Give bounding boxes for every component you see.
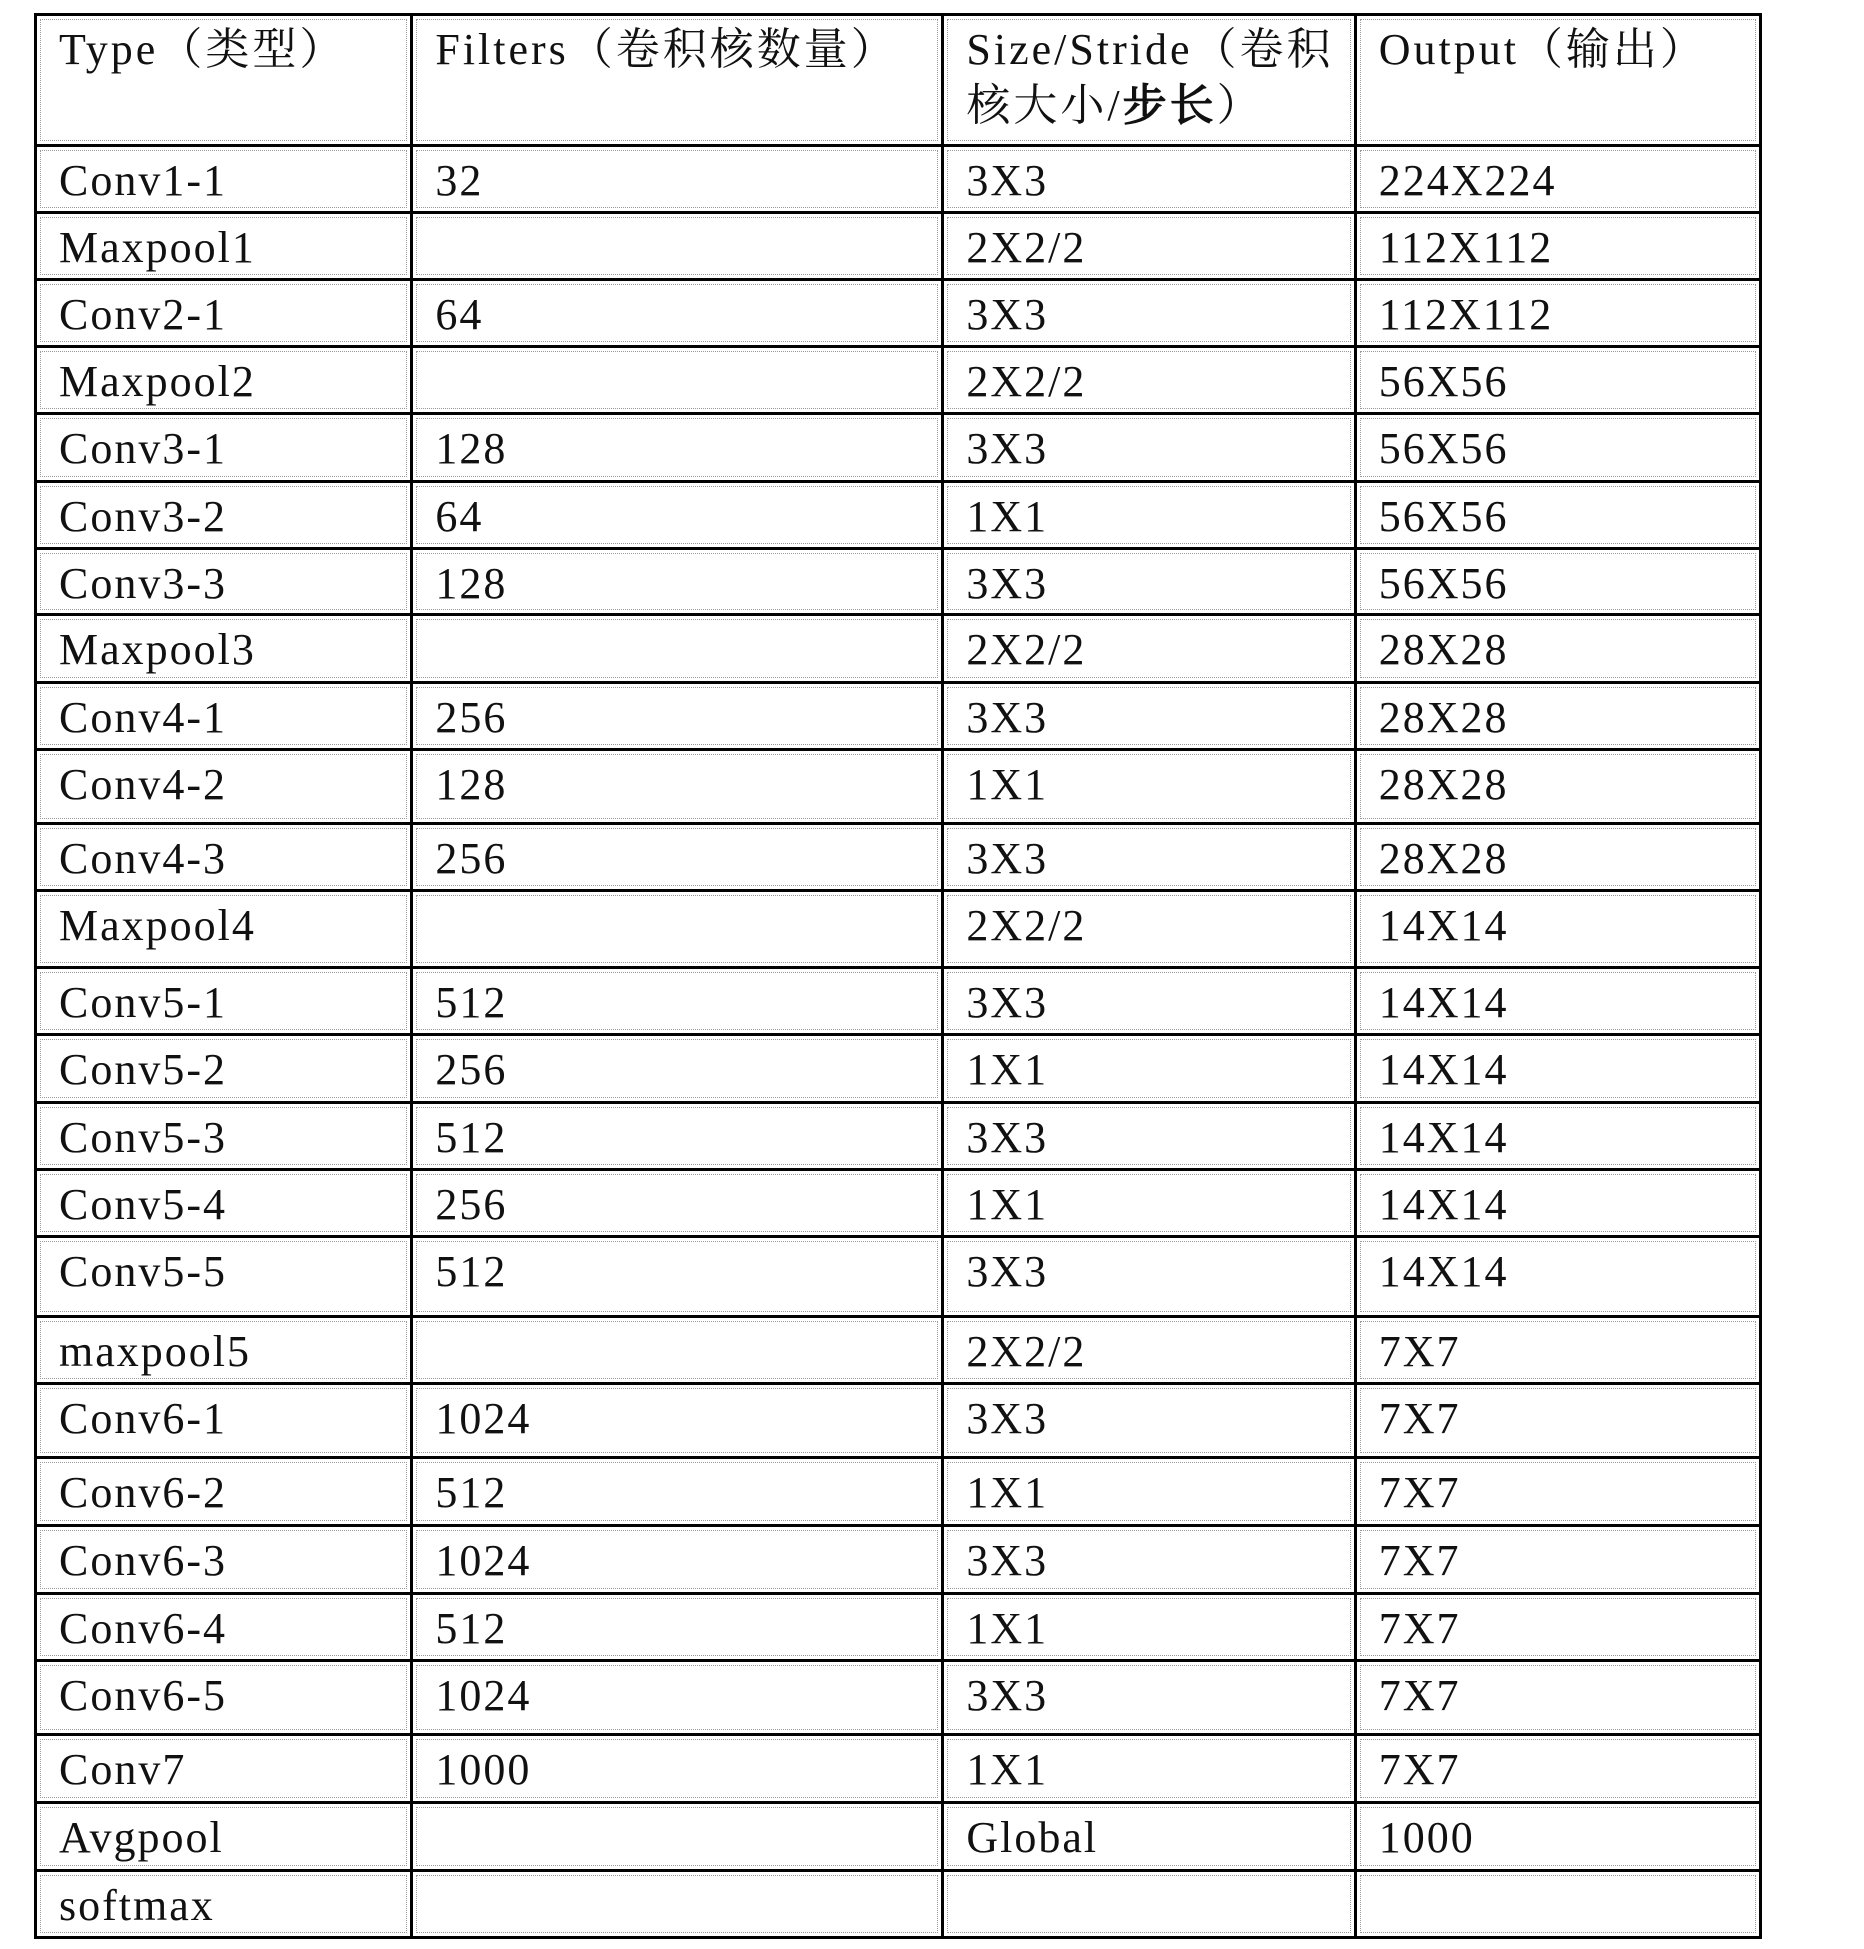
cell-filters (413, 1872, 944, 1936)
output-size: 56X56 (1378, 424, 1509, 473)
layer-type: Conv4-3 (59, 834, 227, 883)
cell-type (37, 1662, 413, 1733)
cell-filters (413, 1662, 944, 1733)
output-size: 7X7 (1378, 1671, 1461, 1720)
cell-size-stride (944, 751, 1356, 822)
cell-type (37, 281, 413, 345)
table-row (37, 1238, 1762, 1318)
cell-type (37, 1804, 413, 1869)
cell-output (1357, 348, 1762, 412)
filter-count: 1024 (435, 1394, 532, 1443)
cell-size-stride (944, 348, 1356, 412)
cell-type (37, 1036, 413, 1101)
table-row (37, 1459, 1762, 1527)
cell-size-stride (944, 281, 1356, 345)
output-size: 14X14 (1378, 978, 1509, 1027)
output-size: 14X14 (1378, 1113, 1509, 1162)
cell-size-stride (944, 1736, 1356, 1801)
filter-count: 1024 (435, 1536, 532, 1585)
header-filters-label: Filters（卷积核数量） (435, 25, 898, 74)
layer-type: Conv5-1 (59, 978, 227, 1027)
cell-type (37, 1171, 413, 1235)
output-size: 28X28 (1378, 625, 1509, 674)
cell-output (1357, 1104, 1762, 1168)
cell-size-stride (944, 1171, 1356, 1235)
cell-output (1357, 1171, 1762, 1235)
cell-filters (413, 969, 944, 1033)
layer-type: Conv3-2 (59, 492, 227, 541)
cell-type (37, 616, 413, 681)
cell-filters (413, 415, 944, 480)
layer-type: Conv2-1 (59, 290, 227, 339)
filter-count: 256 (435, 1180, 508, 1229)
layer-type: Maxpool1 (59, 223, 256, 272)
cell-output (1357, 147, 1762, 211)
cell-filters (413, 550, 944, 613)
table-row (37, 1804, 1762, 1872)
cell-type (37, 348, 413, 412)
header-type-label: Type（类型） (59, 25, 347, 74)
table-row (37, 969, 1762, 1036)
layer-type: Conv5-4 (59, 1180, 227, 1229)
output-size: 14X14 (1378, 901, 1509, 950)
table-row (37, 1104, 1762, 1171)
cell-filters (413, 1238, 944, 1315)
filter-count: 128 (435, 424, 508, 473)
filter-count: 512 (435, 1113, 508, 1162)
table-row (37, 751, 1762, 825)
kernel-size-stride: 1X1 (966, 1468, 1049, 1517)
cell-output (1357, 825, 1762, 889)
output-size: 7X7 (1378, 1327, 1461, 1376)
layer-type: softmax (59, 1881, 215, 1930)
cell-filters (413, 892, 944, 966)
cell-type (37, 147, 413, 211)
filter-count: 64 (435, 492, 484, 541)
cell-type (37, 969, 413, 1033)
cell-filters (413, 483, 944, 547)
table-row (37, 1527, 1762, 1595)
network-architecture-table (34, 13, 1762, 1939)
kernel-size-stride: 1X1 (966, 1045, 1049, 1094)
output-size: 14X14 (1378, 1247, 1509, 1296)
cell-type (37, 1459, 413, 1524)
layer-type: Conv7 (59, 1745, 187, 1794)
table-row (37, 825, 1762, 892)
cell-output (1357, 214, 1762, 278)
cell-filters (413, 348, 944, 412)
cell-size-stride (944, 214, 1356, 278)
output-size: 28X28 (1378, 834, 1509, 883)
layer-type: Maxpool4 (59, 901, 256, 950)
cell-type (37, 1872, 413, 1936)
table-row (37, 892, 1762, 969)
layer-type: Conv6-4 (59, 1604, 227, 1653)
filter-count: 256 (435, 1045, 508, 1094)
cell-output (1357, 1036, 1762, 1101)
table-row (37, 1595, 1762, 1662)
layer-type: Conv1-1 (59, 156, 227, 205)
layer-type: Conv6-5 (59, 1671, 227, 1720)
cell-size-stride (944, 483, 1356, 547)
table-row (37, 1662, 1762, 1736)
filter-count: 32 (435, 156, 484, 205)
output-size: 14X14 (1378, 1045, 1509, 1094)
kernel-size-stride: 3X3 (966, 424, 1049, 473)
filter-count: 1024 (435, 1671, 532, 1720)
table-row (37, 1736, 1762, 1804)
cell-filters (413, 1036, 944, 1101)
kernel-size-stride: 2X2/2 (966, 625, 1087, 674)
cell-type (37, 483, 413, 547)
header-size-stride-label (954, 22, 1343, 134)
output-size: 1000 (1378, 1813, 1475, 1862)
cell-output (1357, 1736, 1762, 1801)
output-size: 28X28 (1378, 760, 1509, 809)
cell-type (37, 892, 413, 966)
kernel-size-stride: 3X3 (966, 1247, 1049, 1296)
output-size: 7X7 (1378, 1468, 1461, 1517)
cell-size-stride (944, 825, 1356, 889)
cell-filters (413, 825, 944, 889)
cell-size-stride (944, 147, 1356, 211)
cell-type (37, 1238, 413, 1315)
kernel-size-stride: 1X1 (966, 1604, 1049, 1653)
cell-type (37, 1595, 413, 1659)
cell-size-stride (944, 1662, 1356, 1733)
cell-size-stride (944, 1104, 1356, 1168)
kernel-size-stride: 3X3 (966, 978, 1049, 1027)
cell-size-stride (944, 1318, 1356, 1382)
layer-type: Avgpool (59, 1813, 224, 1862)
layer-type: Conv3-3 (59, 559, 227, 608)
cell-filters (413, 1318, 944, 1382)
cell-filters (413, 684, 944, 748)
header-cell-type (37, 16, 413, 144)
layer-type: Conv4-1 (59, 693, 227, 742)
layer-type: Conv6-2 (59, 1468, 227, 1517)
cell-filters (413, 1804, 944, 1869)
cell-output (1357, 415, 1762, 480)
cell-filters (413, 214, 944, 278)
output-size: 7X7 (1378, 1604, 1461, 1653)
kernel-size-stride: 1X1 (966, 492, 1049, 541)
kernel-size-stride: 3X3 (966, 559, 1049, 608)
cell-type (37, 684, 413, 748)
cell-size-stride (944, 684, 1356, 748)
layer-type: Conv3-1 (59, 424, 227, 473)
cell-filters (413, 1736, 944, 1801)
kernel-size-stride: 2X2/2 (966, 901, 1087, 950)
table-row (37, 348, 1762, 415)
output-size: 112X112 (1378, 223, 1554, 272)
header-size-stride-text: Size/Stride（卷积核大小/ (966, 25, 1334, 130)
cell-output (1357, 1662, 1762, 1733)
cell-output (1357, 550, 1762, 613)
cell-output (1357, 1872, 1762, 1936)
cell-output (1357, 616, 1762, 681)
header-cell-size-stride (944, 16, 1356, 144)
filter-count: 256 (435, 693, 508, 742)
filter-count: 512 (435, 1247, 508, 1296)
cell-size-stride (944, 969, 1356, 1033)
table-row (37, 147, 1762, 214)
kernel-size-stride: 2X2/2 (966, 357, 1087, 406)
cell-size-stride (944, 1872, 1356, 1936)
filter-count: 1000 (435, 1745, 532, 1794)
output-size: 56X56 (1378, 357, 1509, 406)
filter-count: 128 (435, 760, 508, 809)
cell-type (37, 415, 413, 480)
kernel-size-stride: Global (966, 1813, 1099, 1862)
cell-output (1357, 1238, 1762, 1315)
cell-size-stride (944, 1385, 1356, 1456)
kernel-size-stride: 3X3 (966, 693, 1049, 742)
cell-size-stride (944, 892, 1356, 966)
cell-size-stride (944, 1238, 1356, 1315)
cell-type (37, 1318, 413, 1382)
cell-output (1357, 1385, 1762, 1456)
table-row (37, 550, 1762, 616)
kernel-size-stride: 3X3 (966, 1671, 1049, 1720)
cell-output (1357, 892, 1762, 966)
header-size-stride-bold-text: 步长 (1122, 81, 1217, 130)
filter-count: 512 (435, 1468, 508, 1517)
table-row (37, 1872, 1762, 1939)
filter-count: 256 (435, 834, 508, 883)
cell-type (37, 1104, 413, 1168)
kernel-size-stride: 1X1 (966, 1745, 1049, 1794)
layer-type: maxpool5 (59, 1327, 251, 1376)
layer-type: Maxpool3 (59, 625, 256, 674)
kernel-size-stride: 2X2/2 (966, 223, 1087, 272)
kernel-size-stride: 3X3 (966, 1113, 1049, 1162)
table-row (37, 214, 1762, 281)
layer-type: Maxpool2 (59, 357, 256, 406)
cell-filters (413, 281, 944, 345)
cell-filters (413, 1385, 944, 1456)
kernel-size-stride: 3X3 (966, 156, 1049, 205)
table-row (37, 281, 1762, 348)
layer-type: Conv6-1 (59, 1394, 227, 1443)
output-size: 28X28 (1378, 693, 1509, 742)
cell-size-stride (944, 1459, 1356, 1524)
cell-size-stride (944, 1804, 1356, 1869)
cell-size-stride (944, 1595, 1356, 1659)
table-row (37, 1036, 1762, 1104)
table-row (37, 415, 1762, 483)
cell-output (1357, 1527, 1762, 1592)
header-cell-output (1357, 16, 1762, 144)
kernel-size-stride: 2X2/2 (966, 1327, 1087, 1376)
table-row (37, 1385, 1762, 1459)
filter-count: 512 (435, 978, 508, 1027)
cell-type (37, 214, 413, 278)
output-size: 224X224 (1378, 156, 1557, 205)
header-size-stride-end: ） (1216, 81, 1264, 130)
layer-type: Conv4-2 (59, 760, 227, 809)
layer-type: Conv6-3 (59, 1536, 227, 1585)
cell-size-stride (944, 616, 1356, 681)
cell-type (37, 751, 413, 822)
cell-type (37, 550, 413, 613)
cell-type (37, 825, 413, 889)
cell-filters (413, 1104, 944, 1168)
cell-type (37, 1527, 413, 1592)
cell-output (1357, 1459, 1762, 1524)
cell-output (1357, 751, 1762, 822)
cell-filters (413, 616, 944, 681)
kernel-size-stride: 3X3 (966, 834, 1049, 883)
cell-output (1357, 1595, 1762, 1659)
cell-filters (413, 1595, 944, 1659)
filter-count: 64 (435, 290, 484, 339)
filter-count: 512 (435, 1604, 508, 1653)
kernel-size-stride: 3X3 (966, 1536, 1049, 1585)
cell-output (1357, 684, 1762, 748)
layer-type: Conv5-2 (59, 1045, 227, 1094)
output-size: 7X7 (1378, 1745, 1461, 1794)
kernel-size-stride: 3X3 (966, 1394, 1049, 1443)
cell-filters (413, 751, 944, 822)
table-header-row (37, 16, 1762, 147)
cell-filters (413, 1459, 944, 1524)
cell-size-stride (944, 1527, 1356, 1592)
layer-type: Conv5-5 (59, 1247, 227, 1296)
table-row (37, 1318, 1762, 1385)
kernel-size-stride: 1X1 (966, 760, 1049, 809)
cell-output (1357, 281, 1762, 345)
filter-count: 128 (435, 559, 508, 608)
layer-type: Conv5-3 (59, 1113, 227, 1162)
cell-output (1357, 1804, 1762, 1869)
cell-output (1357, 1318, 1762, 1382)
cell-output (1357, 969, 1762, 1033)
kernel-size-stride: 3X3 (966, 290, 1049, 339)
table-row (37, 684, 1762, 751)
kernel-size-stride: 1X1 (966, 1180, 1049, 1229)
cell-filters (413, 147, 944, 211)
output-size: 56X56 (1378, 492, 1509, 541)
cell-type (37, 1385, 413, 1456)
cell-type (37, 1736, 413, 1801)
output-size: 14X14 (1378, 1180, 1509, 1229)
header-output-label: Output（输出） (1378, 25, 1707, 74)
table-body (37, 147, 1762, 1939)
cell-filters (413, 1527, 944, 1592)
output-size: 56X56 (1378, 559, 1509, 608)
cell-size-stride (944, 415, 1356, 480)
output-size: 112X112 (1378, 290, 1554, 339)
header-cell-filters (413, 16, 944, 144)
output-size: 7X7 (1378, 1394, 1461, 1443)
cell-filters (413, 1171, 944, 1235)
table-row (37, 1171, 1762, 1238)
table-row (37, 616, 1762, 684)
cell-size-stride (944, 550, 1356, 613)
output-size: 7X7 (1378, 1536, 1461, 1585)
table-row (37, 483, 1762, 550)
cell-size-stride (944, 1036, 1356, 1101)
cell-output (1357, 483, 1762, 547)
